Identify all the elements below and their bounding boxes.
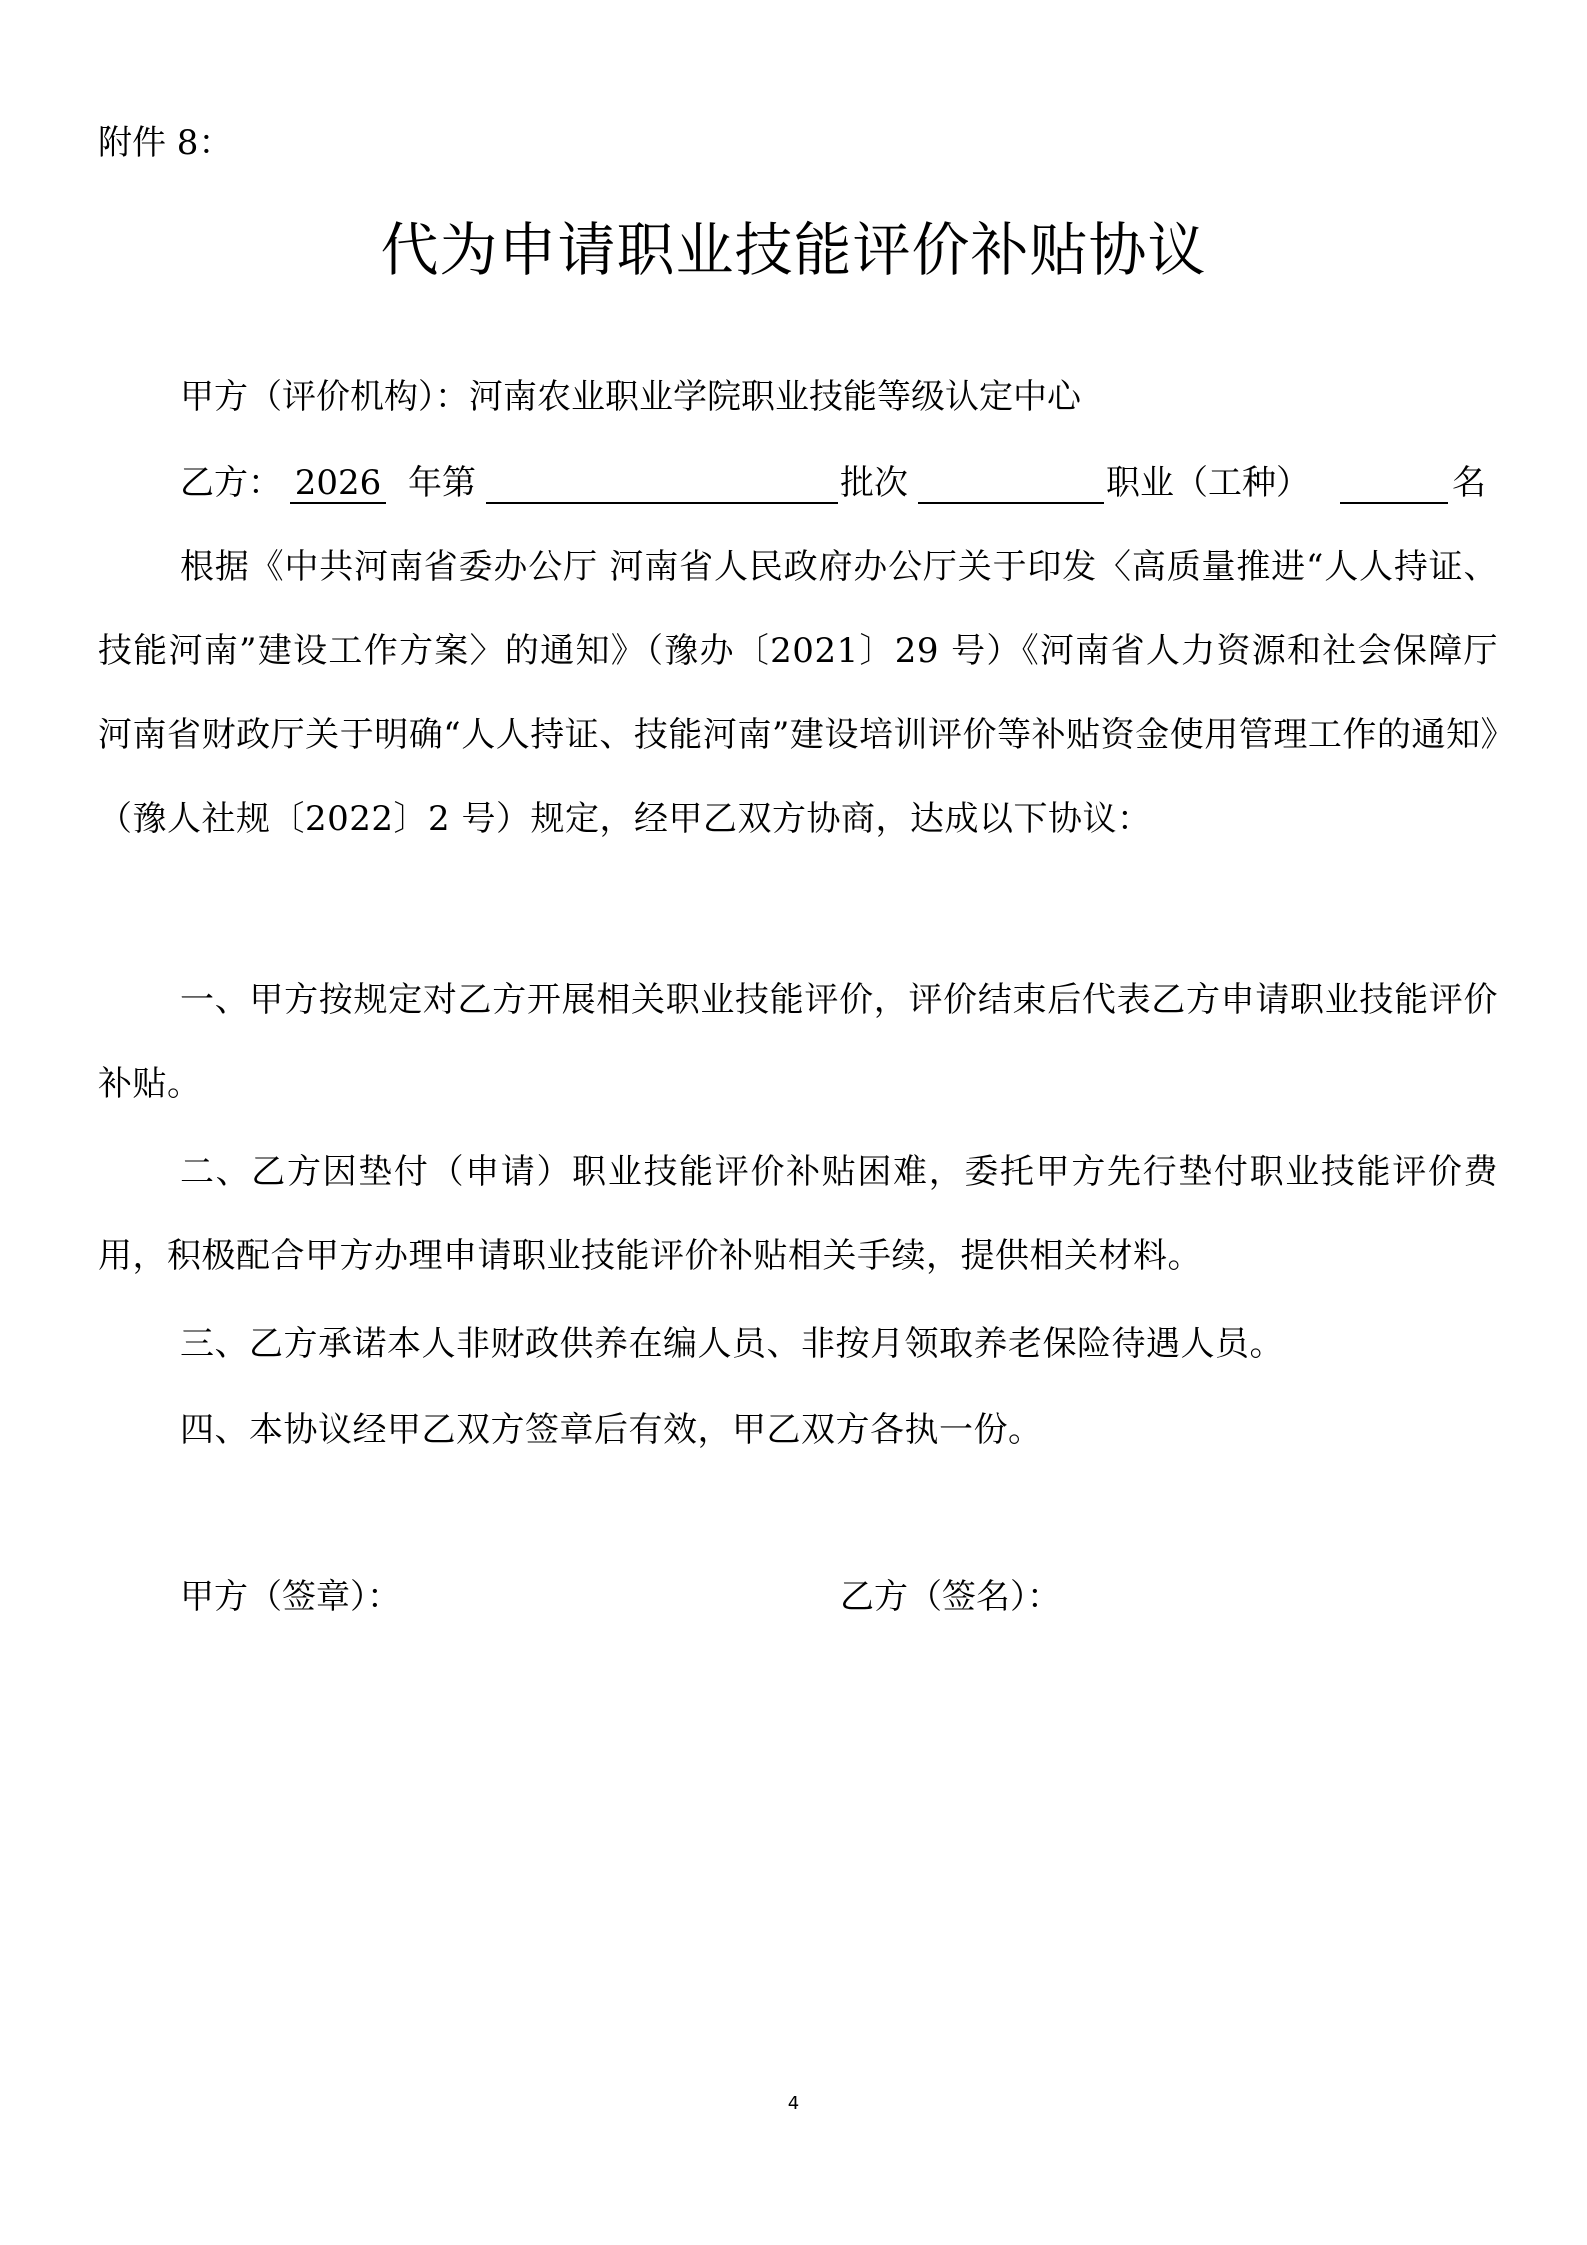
name-label: 名 <box>1452 463 1486 503</box>
basis-paragraph: 根据《中共河南省委办公厅 河南省人民政府办公厅关于印发〈高质量推进“人人持证、技能河南”建设工作方案〉的通知》（豫办〔2021〕29 号）《河南省人力资源和社会保障厅 河南省财政厅关于明确“人人持证、技能河南”建设培训评价等补贴资金使用管理工作的通知》（豫人社规〔2022〕2 号）规定，经甲乙双方协商，达成以下协议： <box>98 547 1498 839</box>
batch-number-blank <box>486 458 838 504</box>
page-number: 4 <box>787 2093 800 2114</box>
occupation-blank <box>1340 458 1448 504</box>
clause-4: 四、本协议经甲乙双方签章后有效，甲乙双方各执一份。 <box>180 1410 1043 1450</box>
clause-1: 一、甲方按规定对乙方开展相关职业技能评价，评价结束后代表乙方申请职业技能评价补贴。 <box>98 980 1498 1104</box>
party-b-line <box>180 458 1500 510</box>
document-title: 代为申请职业技能评价补贴协议 <box>380 216 1207 284</box>
clause-2: 二、乙方因垫付（申请）职业技能评价补贴困难，委托甲方先行垫付职业技能评价费用，积极配合甲方办理申请职业技能评价补贴相关手续，提供相关材料。 <box>98 1152 1498 1276</box>
year-suffix: 年第 <box>408 463 476 503</box>
batch-label: 批次 <box>840 463 908 503</box>
year-field: 2026 <box>290 458 386 504</box>
party-b-signature: 乙方（签名）： <box>840 1577 1061 1617</box>
attachment-label: 附件 8： <box>98 123 233 163</box>
clause-3: 三、乙方承诺本人非财政供养在编人员、非按月领取养老保险待遇人员。 <box>180 1324 1284 1364</box>
occupation-label: 职业（工种） <box>1106 463 1310 503</box>
party-b-prefix: 乙方： <box>180 463 282 503</box>
party-a-line: 甲方（评价机构）：河南农业职业学院职业技能等级认定中心 <box>180 377 1081 417</box>
batch-detail-blank <box>918 458 1104 504</box>
party-a-signature: 甲方（签章）： <box>180 1577 401 1617</box>
